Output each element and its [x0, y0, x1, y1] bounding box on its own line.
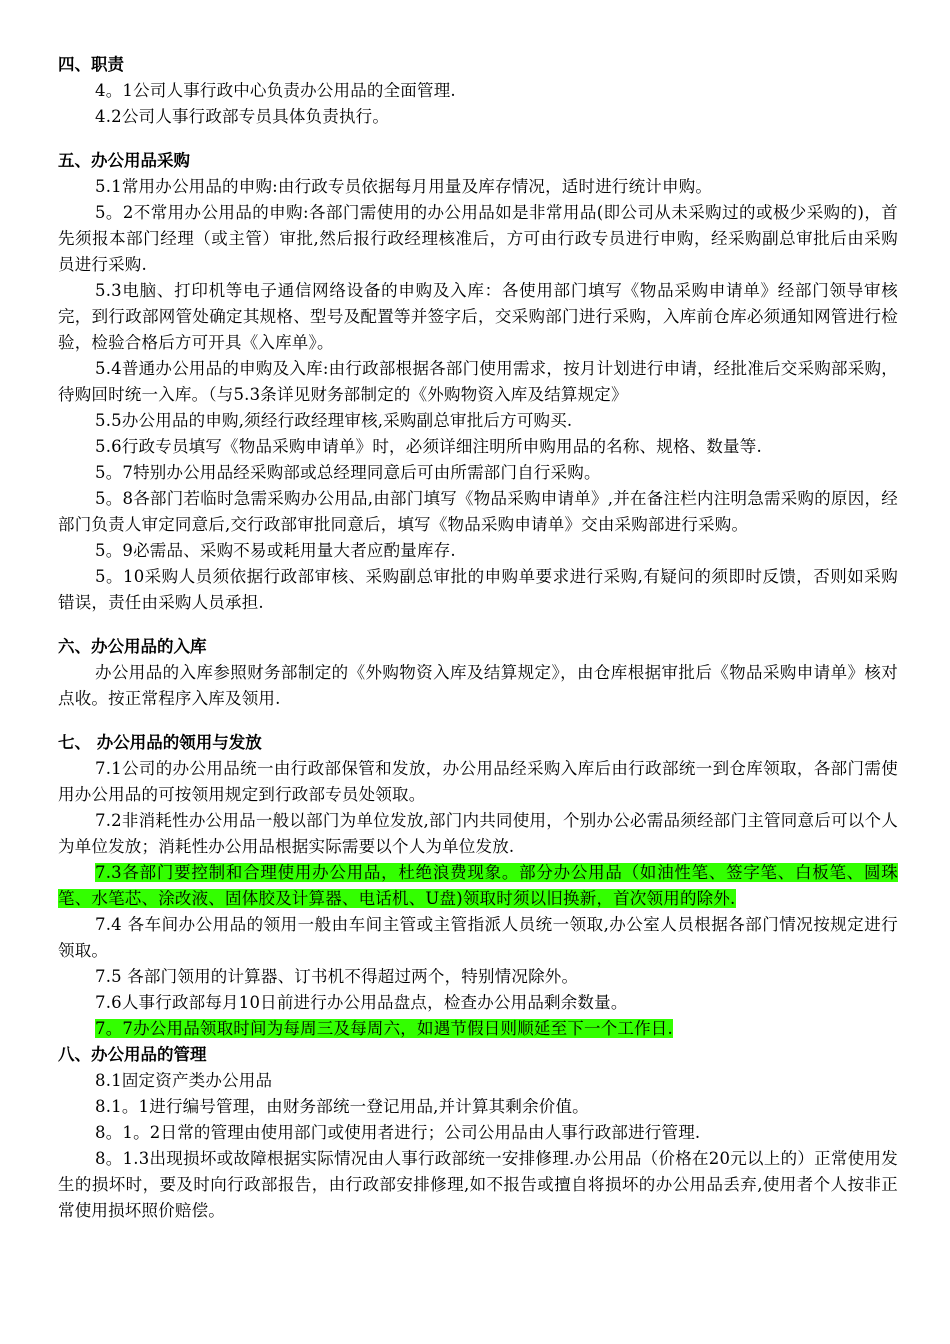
- highlight: 7.3各部门要控制和合理使用办公用品，杜绝浪费现象。部分办公用品（如油性笔、签字笔、白板笔、圆珠笔、水笔芯、涂改液、固体胶及计算器、电话机、U盘)领取时须以旧换新，首次领用的除外.: [58, 863, 898, 908]
- paragraph: 7.2非消耗性办公用品一般以部门为单位发放,部门内共同使用，个别办公必需品须经部门主管同意后可以个人为单位发放；消耗性办公用品根据实际需要以个人为单位发放.: [58, 811, 898, 856]
- paragraph: 5。2不常用办公用品的申购:各部门需使用的办公用品如是非常用品(即公司从未采购过的或极少采购的)，首先须报本部门经理（或主管）审批,然后报行政经理核准后，方可由行政专员进行申购，经采购副总审批后由采购员进行采购.: [58, 203, 898, 274]
- paragraph: 7.4 各车间办公用品的领用一般由车间主管或主管指派人员统一领取,办公室人员根据各部门情况按规定进行领取。: [58, 915, 898, 960]
- section-heading: 八、办公用品的管理: [58, 1045, 207, 1064]
- paragraph: 4.2公司人事行政部专员具体负责执行。: [95, 107, 390, 126]
- section-warehousing: [58, 634, 898, 712]
- paragraph: 5。7特别办公用品经采购部或总经理同意后可由所需部门自行采购。: [95, 463, 601, 482]
- paragraph: 5.5办公用品的申购,须经行政经理审核,采购副总审批后方可购买.: [95, 411, 573, 430]
- paragraph: 办公用品的入库参照财务部制定的《外购物资入库及结算规定》，由仓库根据审批后《物品采购申请单》核对点收。按正常程序入库及领用.: [58, 663, 898, 708]
- section-management: [58, 1042, 898, 1224]
- paragraph: 7.6人事行政部每月10日前进行办公用品盘点，检查办公用品剩余数量。: [95, 993, 628, 1012]
- paragraph: 5.6行政专员填写《物品采购申请单》时，必须详细注明所申购用品的名称、规格、数量等.: [95, 437, 762, 456]
- section-heading: 七、 办公用品的领用与发放: [58, 733, 262, 752]
- paragraph: 8。1.3出现损坏或故障根据实际情况由人事行政部统一安排修理.办公用品（价格在20元以上的）正常使用发生的损坏时，要及时向行政部报告，由行政部安排修理,如不报告或擅自将损坏的办公用品丢弃,使用者个人按非正常使用损坏照价赔偿。: [58, 1149, 898, 1220]
- paragraph: 8.1。1进行编号管理，由财务部统一登记用品,并计算其剩余价值。: [95, 1097, 589, 1116]
- highlight: 7。7办公用品领取时间为每周三及每周六，如遇节假日则顺延至下一个工作日.: [95, 1019, 673, 1038]
- paragraph: 4。1公司人事行政中心负责办公用品的全面管理.: [95, 81, 456, 100]
- paragraph: 5.4普通办公用品的申购及入库:由行政部根据各部门使用需求，按月计划进行申请，经批准后交采购部采购，待购回时统一入库。（与5.3条详见财务部制定的《外购物资入库及结算规定》: [58, 359, 898, 404]
- paragraph: 8。1。2日常的管理由使用部门或使用者进行；公司公用品由人事行政部进行管理.: [95, 1123, 701, 1142]
- paragraph: 5。10采购人员须依据行政部审核、采购副总审批的申购单要求进行采购,有疑问的须即时反馈，否则如采购错误，责任由采购人员承担.: [58, 567, 898, 612]
- highlighted-paragraph: [58, 1016, 898, 1042]
- paragraph: 8.1固定资产类办公用品: [95, 1071, 273, 1090]
- section-duties: [58, 52, 898, 130]
- section-distribution: [58, 730, 898, 1042]
- section-heading: 六、办公用品的入库: [58, 637, 207, 656]
- section-heading: 四、职责: [58, 55, 124, 74]
- section-procurement: [58, 148, 898, 616]
- highlighted-paragraph: [58, 860, 898, 912]
- paragraph: 5。8各部门若临时急需采购办公用品,由部门填写《物品采购申请单》,并在备注栏内注明急需采购的原因，经部门负责人审定同意后,交行政部审批同意后，填写《物品采购申请单》交由采购部进行采购。: [58, 489, 898, 534]
- paragraph: 5.3电脑、打印机等电子通信网络设备的申购及入库：各使用部门填写《物品采购申请单》经部门领导审核完，到行政部网管处确定其规格、型号及配置等并签字后，交采购部门进行采购，入库前仓库必须通知网管进行检验，检验合格后方可开具《入库单》。: [58, 281, 898, 352]
- paragraph: 7.1公司的办公用品统一由行政部保管和发放，办公用品经采购入库后由行政部统一到仓库领取，各部门需使用办公用品的可按领用规定到行政部专员处领取。: [58, 759, 898, 804]
- paragraph: 5。9必需品、采购不易或耗用量大者应酌量库存.: [95, 541, 456, 560]
- paragraph: 5.1常用办公用品的申购:由行政专员依据每月用量及库存情况，适时进行统计申购。: [95, 177, 713, 196]
- section-heading: 五、办公用品采购: [58, 151, 190, 170]
- paragraph: 7.5 各部门领用的计算器、订书机不得超过两个，特别情况除外。: [95, 967, 579, 986]
